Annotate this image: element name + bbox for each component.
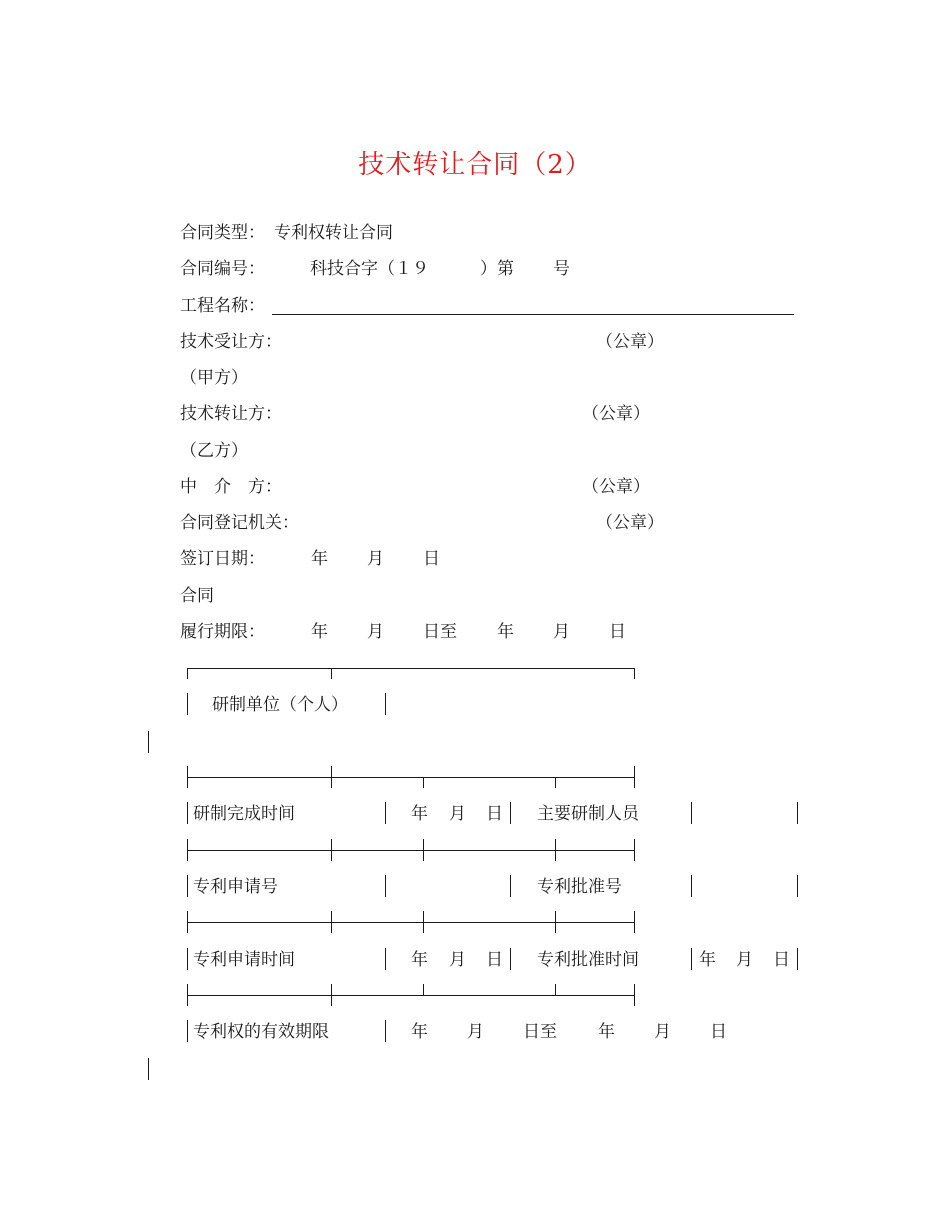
- table-tick: [331, 668, 332, 679]
- party-b-label: （乙方）: [180, 441, 248, 461]
- table-cell-border: [510, 802, 511, 824]
- term-start-year: 年: [311, 622, 328, 642]
- table-cell-border: [385, 802, 386, 824]
- validity-end-year: 年: [598, 1022, 615, 1042]
- patent-approval-month: 月: [736, 950, 753, 970]
- patent-approval-no-label: 专利批准号: [537, 877, 622, 897]
- registry-label: 合同登记机关：: [180, 513, 299, 533]
- table-tick: [555, 777, 556, 788]
- patent-app-month: 月: [449, 950, 466, 970]
- table-cell-border: [187, 1020, 188, 1042]
- completion-time-label: 研制完成时间: [193, 804, 295, 824]
- table-top-border: [187, 668, 635, 669]
- table-tick: [331, 984, 332, 1006]
- table-cell-border: [797, 948, 798, 970]
- table-tick: [555, 911, 556, 933]
- validity-start-day-to: 日至: [523, 1022, 557, 1042]
- patent-app-day: 日: [486, 950, 503, 970]
- agent-seal: （公章）: [582, 477, 650, 497]
- table-tick: [187, 911, 188, 933]
- table-cell-border: [691, 948, 692, 970]
- registry-seal: （公章）: [596, 513, 664, 533]
- table-row-separator: [187, 850, 635, 851]
- contract-no-label: 合同编号：: [180, 259, 265, 279]
- patent-approval-time-label: 专利批准时间: [537, 950, 639, 970]
- patent-app-year: 年: [411, 950, 428, 970]
- term-label: 履行期限：: [180, 622, 265, 642]
- table-tick: [423, 984, 424, 995]
- validity-start-month: 月: [467, 1022, 484, 1042]
- contract-no-close: ）第: [480, 259, 514, 279]
- table-tick: [187, 984, 188, 1006]
- table-tick: [423, 777, 424, 788]
- term-end-day: 日: [609, 622, 626, 642]
- table-tick: [634, 911, 635, 933]
- sign-date-day: 日: [423, 549, 440, 569]
- table-tick: [187, 766, 188, 788]
- table-corner-right: [634, 668, 635, 679]
- sign-date-label: 签订日期：: [180, 549, 265, 569]
- transferor-seal: （公章）: [582, 404, 650, 424]
- validity-label: 专利权的有效期限: [193, 1022, 329, 1042]
- table-tick: [634, 984, 635, 1006]
- patent-approval-day: 日: [773, 950, 790, 970]
- table-tick: [187, 839, 188, 861]
- term-start-month: 月: [367, 622, 384, 642]
- table-cell-border: [691, 802, 692, 824]
- table-cell-border: [385, 948, 386, 970]
- main-developers-label: 主要研制人员: [537, 804, 639, 824]
- table-cell-border: [510, 875, 511, 897]
- transferor-label: 技术转让方：: [180, 404, 282, 424]
- table-cell-border: [797, 875, 798, 897]
- patent-approval-year: 年: [699, 950, 716, 970]
- contract-word: 合同: [180, 586, 214, 606]
- contract-type-label: 合同类型：: [180, 223, 265, 243]
- party-a-label: （甲方）: [180, 368, 248, 388]
- contract-no-prefix: 科技合字（１９: [310, 259, 429, 279]
- developer-label: 研制单位（个人）: [212, 695, 348, 715]
- table-cell-border: [187, 875, 188, 897]
- sign-date-month: 月: [367, 549, 384, 569]
- table-tick: [331, 911, 332, 933]
- table-tick: [555, 984, 556, 995]
- table-row-separator: [187, 995, 635, 996]
- table-stray-border: [148, 731, 149, 753]
- transferee-seal: （公章）: [596, 332, 664, 352]
- contract-type-value: 专利权转让合同: [274, 223, 393, 243]
- sign-date-year: 年: [311, 549, 328, 569]
- patent-app-time-label: 专利申请时间: [193, 950, 295, 970]
- table-row-separator: [187, 777, 635, 778]
- table-tick: [555, 839, 556, 861]
- patent-app-no-label: 专利申请号: [193, 877, 278, 897]
- document-title: 技术转让合同（2）: [358, 150, 592, 180]
- completion-month: 月: [449, 804, 466, 824]
- transferee-label: 技术受让方：: [180, 332, 282, 352]
- validity-end-month: 月: [654, 1022, 671, 1042]
- table-tick: [331, 839, 332, 861]
- table-cell-border: [187, 948, 188, 970]
- table-cell-border: [385, 875, 386, 897]
- term-end-month: 月: [553, 622, 570, 642]
- table-tick: [423, 839, 424, 861]
- table-tick: [634, 766, 635, 788]
- table-corner-left: [187, 668, 188, 679]
- table-tick: [331, 766, 332, 788]
- table-tick: [423, 911, 424, 933]
- table-cell-border: [187, 802, 188, 824]
- table-stray-border: [148, 1058, 149, 1080]
- table-cell-border: [385, 693, 386, 715]
- term-end-year: 年: [497, 622, 514, 642]
- table-cell-border: [797, 802, 798, 824]
- validity-start-year: 年: [411, 1022, 428, 1042]
- validity-end-day: 日: [710, 1022, 727, 1042]
- agent-label: 中 介 方：: [180, 477, 282, 497]
- table-cell-border: [385, 1020, 386, 1042]
- completion-day: 日: [486, 804, 503, 824]
- table-tick: [634, 839, 635, 861]
- term-start-day-to: 日至: [423, 622, 457, 642]
- contract-no-suffix: 号: [553, 259, 570, 279]
- table-row-separator: [187, 922, 635, 923]
- project-name-label: 工程名称：: [180, 296, 265, 316]
- completion-year: 年: [411, 804, 428, 824]
- table-cell-border: [691, 875, 692, 897]
- project-name-blank-line: [272, 314, 794, 315]
- table-cell-border: [187, 693, 188, 715]
- table-cell-border: [510, 948, 511, 970]
